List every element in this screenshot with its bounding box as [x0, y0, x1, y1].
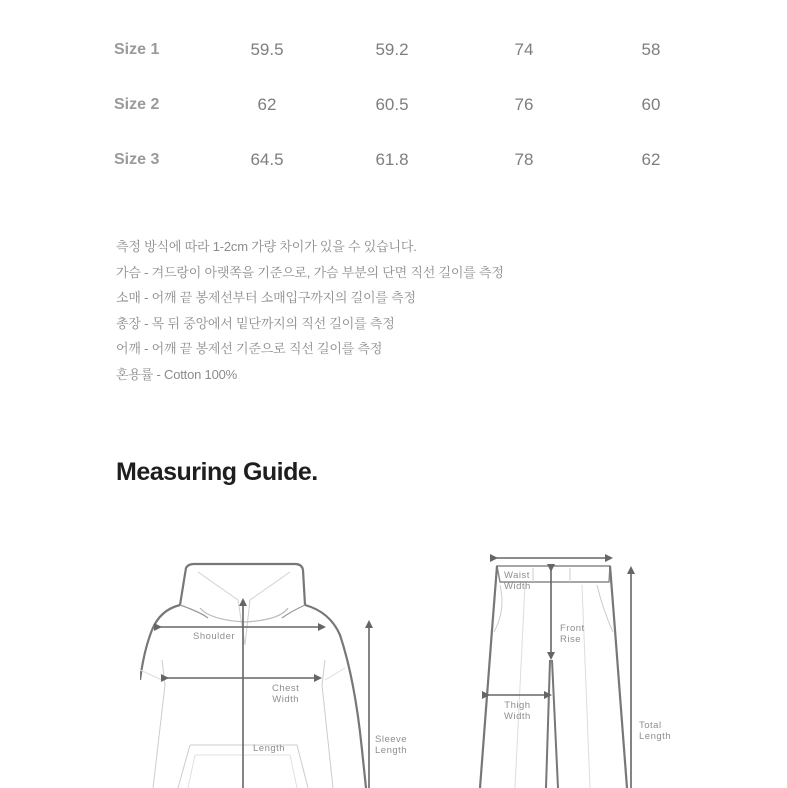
sleeve-label-line1: Sleeve — [375, 734, 408, 745]
size-cell: 62 — [641, 150, 661, 169]
size-row-3 — [0, 145, 788, 175]
rise-label-line1: Front — [560, 623, 585, 634]
size-label: Size 2 — [114, 96, 160, 113]
size-cell: 60.5 — [375, 95, 409, 114]
total-length-label — [639, 720, 671, 742]
sleeve-label-line2: Length — [375, 745, 408, 756]
sleeve-length-label — [375, 734, 407, 756]
waist-label-line1: Waist — [504, 570, 530, 581]
size-row-1 — [0, 35, 788, 65]
total-label-line1: Total — [639, 720, 662, 731]
front-rise-label — [560, 623, 585, 645]
size-cell: 76 — [514, 95, 534, 114]
size-cell: 62 — [257, 95, 277, 114]
pants-illustration — [470, 550, 690, 788]
shoulder-label: Shoulder — [193, 631, 236, 642]
size-label: Size 1 — [114, 41, 160, 58]
size-cell: 78 — [514, 150, 534, 169]
chest-width-label — [272, 683, 299, 705]
size-row-2 — [0, 90, 788, 120]
note-length: 총장 - 목 뒤 중앙에서 밑단까지의 직선 길이를 측정 — [116, 315, 395, 331]
size-cell: 74 — [514, 40, 534, 59]
waist-width-label — [504, 570, 531, 592]
note-sleeve: 소매 - 어깨 끝 봉제선부터 소매입구까지의 길이를 측정 — [116, 290, 416, 305]
measuring-guide-title: Measuring Guide. — [116, 458, 318, 486]
chest-label-line2: Width — [272, 694, 300, 705]
size-cell: 64.5 — [250, 150, 284, 169]
chest-label-line1: Chest — [272, 683, 300, 694]
pants-diagram — [470, 550, 690, 788]
note-chest: 가슴 - 겨드랑이 아랫쪽을 기준으로, 가슴 부분의 단면 직선 길이를 측정 — [116, 264, 504, 280]
thigh-label-line1: Thigh — [504, 700, 531, 711]
note-fabric: 혼용률 - Cotton 100% — [116, 366, 237, 382]
size-label: Size 3 — [114, 151, 160, 168]
total-label-line2: Length — [639, 731, 672, 742]
size-cell: 59.5 — [250, 40, 284, 59]
rise-label-line2: Rise — [560, 634, 582, 645]
size-cell: 58 — [641, 40, 661, 59]
thigh-width-label — [504, 700, 531, 722]
measurement-notes — [116, 234, 504, 387]
size-cell: 60 — [641, 95, 661, 114]
size-cell: 59.2 — [375, 40, 409, 59]
note-shoulder: 어깨 - 어깨 끝 봉제선 기준으로 직선 길이를 측정 — [116, 341, 383, 356]
hoodie-diagram — [140, 550, 440, 788]
thigh-label-line2: Width — [504, 711, 531, 722]
waist-label-line2: Width — [504, 581, 531, 592]
note-measurement-variance: 측정 방식에 따라 1-2cm 가량 차이가 있을 수 있습니다. — [116, 239, 417, 254]
size-cell: 61.8 — [375, 150, 409, 169]
length-label: Length — [253, 743, 286, 754]
